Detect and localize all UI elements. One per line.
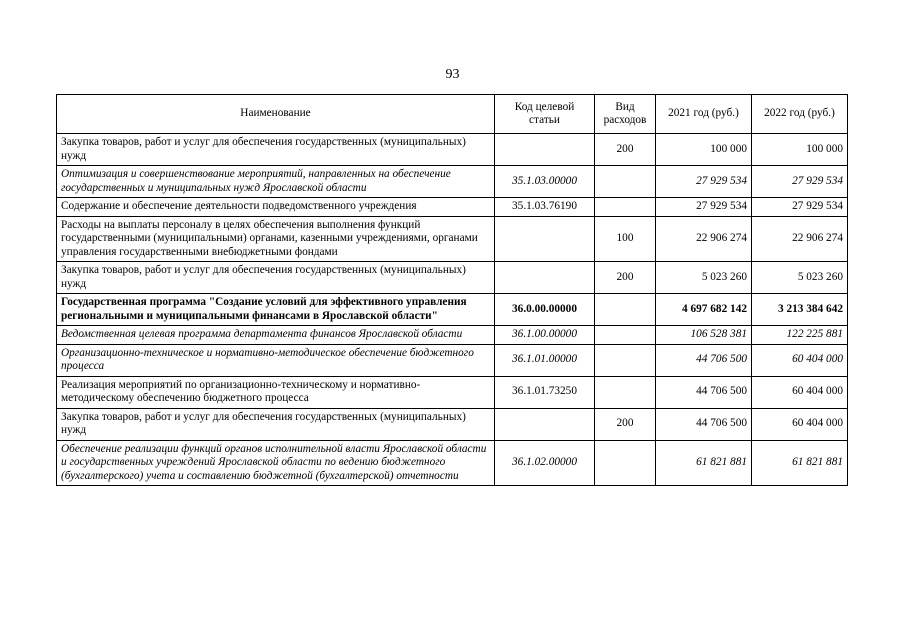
row-2021-cell: 27 929 534 bbox=[656, 198, 752, 217]
header-2022: 2022 год (руб.) bbox=[752, 95, 848, 134]
row-2022-cell: 100 000 bbox=[752, 134, 848, 166]
row-2022-cell: 27 929 534 bbox=[752, 198, 848, 217]
row-2022-cell: 3 213 384 642 bbox=[752, 294, 848, 326]
row-2021-cell: 100 000 bbox=[656, 134, 752, 166]
row-name-cell: Закупка товаров, работ и услуг для обеспечения государственных (муниципальных) нужд bbox=[57, 408, 495, 440]
table-row bbox=[57, 376, 848, 408]
page-number: 93 bbox=[445, 67, 460, 82]
table-body bbox=[57, 134, 848, 486]
row-name-cell: Содержание и обеспечение деятельности подведомственного учреждения bbox=[57, 198, 495, 217]
table-row bbox=[57, 344, 848, 376]
header-code: Код целевой статьи bbox=[495, 95, 595, 134]
row-2021-cell: 44 706 500 bbox=[656, 344, 752, 376]
row-name-cell: Организационно-техническое и нормативно-методическое обеспечение бюджетного процесса bbox=[57, 344, 495, 376]
row-2022-cell: 60 404 000 bbox=[752, 408, 848, 440]
row-2021-cell: 22 906 274 bbox=[656, 216, 752, 262]
header-kind: Вид расходов bbox=[595, 95, 656, 134]
row-2021-cell: 4 697 682 142 bbox=[656, 294, 752, 326]
row-name-cell: Закупка товаров, работ и услуг для обеспечения государственных (муниципальных) нужд bbox=[57, 262, 495, 294]
row-kind-cell bbox=[595, 294, 656, 326]
row-2022-cell: 22 906 274 bbox=[752, 216, 848, 262]
row-name-cell: Закупка товаров, работ и услуг для обеспечения государственных (муниципальных) нужд bbox=[57, 134, 495, 166]
row-2021-cell: 106 528 381 bbox=[656, 326, 752, 345]
row-code-cell bbox=[495, 134, 595, 166]
row-code-cell: 36.0.00.00000 bbox=[495, 294, 595, 326]
row-name-cell: Ведомственная целевая программа департамента финансов Ярославской области bbox=[57, 326, 495, 345]
row-2021-cell: 44 706 500 bbox=[656, 408, 752, 440]
header-name: Наименование bbox=[57, 95, 495, 134]
row-2022-cell: 122 225 881 bbox=[752, 326, 848, 345]
row-code-cell bbox=[495, 262, 595, 294]
row-name-cell: Обеспечение реализации функций органов исполнительной власти Ярославской области и государственных учреждений Ярославской области по ведению бюджетного (бухгалтерского) учета и составлению бюджетной (бухгалтерской) отчетности bbox=[57, 440, 495, 486]
row-2022-cell: 27 929 534 bbox=[752, 166, 848, 198]
row-kind-cell: 200 bbox=[595, 262, 656, 294]
row-code-cell bbox=[495, 216, 595, 262]
row-code-cell: 36.1.01.00000 bbox=[495, 344, 595, 376]
row-name-cell: Оптимизация и совершенствование мероприятий, направленных на обеспечение государственных и муниципальных нужд Ярославской области bbox=[57, 166, 495, 198]
row-name-cell: Расходы на выплаты персоналу в целях обеспечения выполнения функций государственными (муниципальными) органами, казенными учреждениями, органами управления государственными внебюджетными фондами bbox=[57, 216, 495, 262]
row-kind-cell bbox=[595, 440, 656, 486]
row-2021-cell: 5 023 260 bbox=[656, 262, 752, 294]
budget-table bbox=[56, 94, 848, 486]
row-kind-cell: 200 bbox=[595, 408, 656, 440]
row-kind-cell: 100 bbox=[595, 216, 656, 262]
header-2021: 2021 год (руб.) bbox=[656, 95, 752, 134]
row-code-cell bbox=[495, 408, 595, 440]
table-row bbox=[57, 294, 848, 326]
row-2021-cell: 44 706 500 bbox=[656, 376, 752, 408]
row-kind-cell bbox=[595, 198, 656, 217]
table-row bbox=[57, 166, 848, 198]
table-row bbox=[57, 326, 848, 345]
row-2022-cell: 60 404 000 bbox=[752, 344, 848, 376]
table-row bbox=[57, 198, 848, 217]
row-kind-cell: 200 bbox=[595, 134, 656, 166]
row-code-cell: 35.1.03.00000 bbox=[495, 166, 595, 198]
row-2021-cell: 61 821 881 bbox=[656, 440, 752, 486]
table-row bbox=[57, 216, 848, 262]
row-kind-cell bbox=[595, 344, 656, 376]
table-row bbox=[57, 440, 848, 486]
table-row bbox=[57, 262, 848, 294]
row-2022-cell: 5 023 260 bbox=[752, 262, 848, 294]
row-code-cell: 36.1.01.73250 bbox=[495, 376, 595, 408]
row-2022-cell: 61 821 881 bbox=[752, 440, 848, 486]
row-code-cell: 36.1.00.00000 bbox=[495, 326, 595, 345]
table-row bbox=[57, 408, 848, 440]
row-code-cell: 36.1.02.00000 bbox=[495, 440, 595, 486]
row-kind-cell bbox=[595, 376, 656, 408]
row-name-cell: Государственная программа "Создание условий для эффективного управления региональными и муниципальными финансами в Ярославской области" bbox=[57, 294, 495, 326]
row-name-cell: Реализация мероприятий по организационно-техническому и нормативно-методическому обеспечению бюджетного процесса bbox=[57, 376, 495, 408]
row-2022-cell: 60 404 000 bbox=[752, 376, 848, 408]
row-kind-cell bbox=[595, 326, 656, 345]
table-header-row bbox=[57, 95, 848, 134]
row-code-cell: 35.1.03.76190 bbox=[495, 198, 595, 217]
row-kind-cell bbox=[595, 166, 656, 198]
table-row bbox=[57, 134, 848, 166]
row-2021-cell: 27 929 534 bbox=[656, 166, 752, 198]
